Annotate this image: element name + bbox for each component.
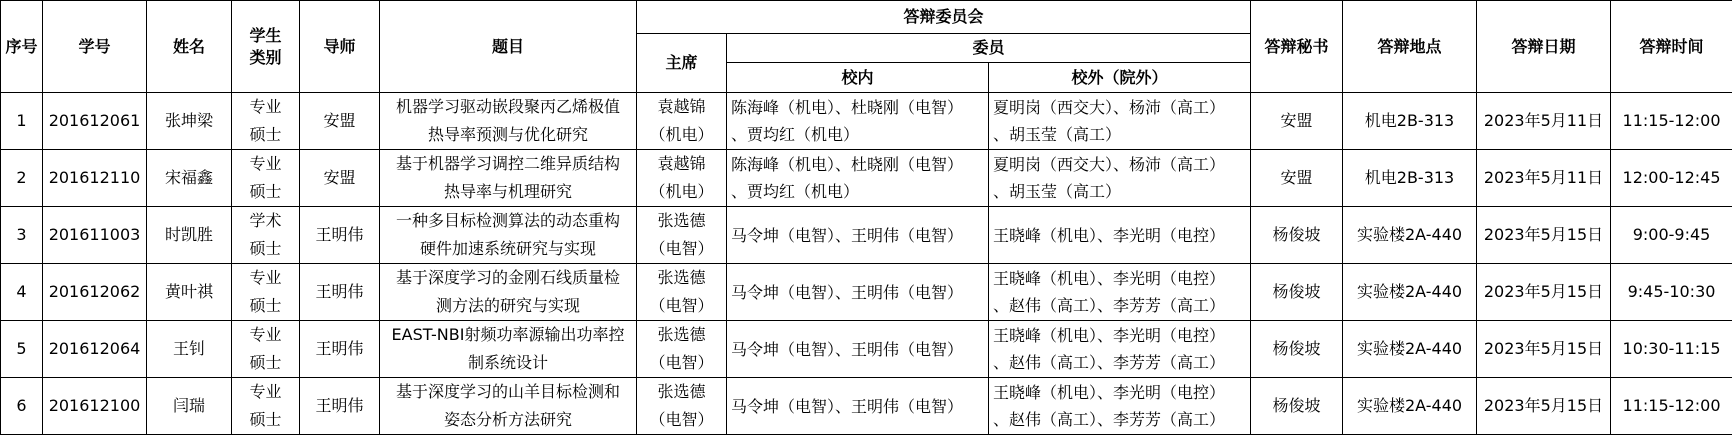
- row-title-line: 姿态分析方法研究: [386, 406, 630, 434]
- row-location: 机电2B-313: [1343, 150, 1477, 207]
- row-chair: [637, 93, 727, 150]
- row-title-line: 基于机器学习调控二维异质结构: [386, 150, 630, 178]
- row-external-line: 王晓峰（机电）、李光明（电控）: [993, 322, 1246, 349]
- header-internal: 校内: [727, 63, 989, 93]
- row-category-line: 硕士: [232, 121, 299, 149]
- row-title-line: 机器学习驱动嵌段聚丙乙烯极值: [386, 93, 630, 121]
- row-time: 11:15-12:00: [1611, 378, 1732, 435]
- row-secretary: 杨俊坡: [1251, 321, 1343, 378]
- row-location: 实验楼2A-440: [1343, 207, 1477, 264]
- row-category-line: 专业: [232, 321, 299, 349]
- row-chair: [637, 150, 727, 207]
- row-title: [380, 150, 637, 207]
- row-category: [232, 207, 300, 264]
- row-student-id: 201612062: [43, 264, 147, 321]
- header-time: 答辩时间: [1611, 1, 1732, 93]
- row-seq: 5: [1, 321, 43, 378]
- row-chair-line: 张选德: [637, 378, 726, 406]
- row-location: 实验楼2A-440: [1343, 264, 1477, 321]
- table-row: [1, 93, 1732, 150]
- row-external: [989, 321, 1251, 378]
- row-chair-line: 袁越锦: [637, 150, 726, 178]
- row-seq: 6: [1, 378, 43, 435]
- row-title-line: 制系统设计: [386, 349, 630, 377]
- row-title-line: 一种多目标检测算法的动态重构: [386, 207, 630, 235]
- row-title: [380, 93, 637, 150]
- row-internal-line: 陈海峰（机电）、杜晓刚（电智）: [731, 94, 984, 121]
- row-chair-line: （电智）: [637, 292, 726, 320]
- row-internal: [727, 264, 989, 321]
- row-chair: [637, 378, 727, 435]
- row-date: 2023年5月15日: [1477, 321, 1611, 378]
- row-category-line: 硕士: [232, 235, 299, 263]
- row-internal-line: 马令坤（电智）、王明伟（电智）: [731, 279, 984, 306]
- row-category-line: 专业: [232, 93, 299, 121]
- row-chair-line: （机电）: [637, 178, 726, 206]
- row-chair-line: （电智）: [637, 349, 726, 377]
- row-name: 宋福鑫: [147, 150, 232, 207]
- row-advisor: 王明伟: [300, 321, 380, 378]
- row-title: [380, 207, 637, 264]
- row-internal-line: 马令坤（电智）、王明伟（电智）: [731, 393, 984, 420]
- row-location: 实验楼2A-440: [1343, 378, 1477, 435]
- row-secretary: 安盟: [1251, 93, 1343, 150]
- row-chair-line: 张选德: [637, 264, 726, 292]
- table-row: [1, 150, 1732, 207]
- row-category: [232, 93, 300, 150]
- table-row: [1, 378, 1732, 435]
- row-seq: 3: [1, 207, 43, 264]
- row-external-line: 夏明岗（西交大）、杨沛（高工）: [993, 94, 1246, 121]
- row-external-line: 王晓峰（机电）、李光明（电控）: [993, 222, 1246, 249]
- row-student-id: 201612110: [43, 150, 147, 207]
- row-student-id: 201612061: [43, 93, 147, 150]
- header-seq: 序号: [1, 1, 43, 93]
- row-date: 2023年5月15日: [1477, 264, 1611, 321]
- row-external: [989, 150, 1251, 207]
- table-row: [1, 264, 1732, 321]
- row-student-id: 201611003: [43, 207, 147, 264]
- row-secretary: 杨俊坡: [1251, 378, 1343, 435]
- row-title-line: 热导率与机理研究: [386, 178, 630, 206]
- row-title-line: 基于深度学习的山羊目标检测和: [386, 378, 630, 406]
- row-location: 实验楼2A-440: [1343, 321, 1477, 378]
- header-advisor: 导师: [300, 1, 380, 93]
- header-category: 学生类别: [232, 1, 300, 93]
- row-external-line: 、赵伟（高工）、李芳芳（高工）: [993, 292, 1246, 319]
- header-date: 答辩日期: [1477, 1, 1611, 93]
- row-category: [232, 378, 300, 435]
- header-location: 答辩地点: [1343, 1, 1477, 93]
- row-advisor: 安盟: [300, 150, 380, 207]
- header-secretary: 答辩秘书: [1251, 1, 1343, 93]
- row-internal-line: 、贾均红（机电）: [731, 178, 984, 205]
- row-time: 9:45-10:30: [1611, 264, 1732, 321]
- row-internal-line: 、贾均红（机电）: [731, 121, 984, 148]
- row-category-line: 硕士: [232, 406, 299, 434]
- row-chair: [637, 264, 727, 321]
- header-committee: 答辩委员会: [637, 1, 1251, 34]
- row-category-line: 专业: [232, 150, 299, 178]
- row-internal-line: 马令坤（电智）、王明伟（电智）: [731, 336, 984, 363]
- header-student-id: 学号: [43, 1, 147, 93]
- row-advisor: 王明伟: [300, 378, 380, 435]
- row-category-line: 硕士: [232, 178, 299, 206]
- row-title-line: 热导率预测与优化研究: [386, 121, 630, 149]
- row-internal: [727, 150, 989, 207]
- row-external: [989, 207, 1251, 264]
- table-row: [1, 321, 1732, 378]
- row-external: [989, 93, 1251, 150]
- row-time: 11:15-12:00: [1611, 93, 1732, 150]
- row-secretary: 安盟: [1251, 150, 1343, 207]
- row-internal: [727, 93, 989, 150]
- row-chair-line: （机电）: [637, 121, 726, 149]
- row-external-line: 、赵伟（高工）、李芳芳（高工）: [993, 349, 1246, 376]
- row-chair-line: 张选德: [637, 207, 726, 235]
- row-title-line: 基于深度学习的金刚石线质量检: [386, 264, 630, 292]
- row-date: 2023年5月15日: [1477, 378, 1611, 435]
- row-chair: [637, 207, 727, 264]
- row-external-line: 、胡玉莹（高工）: [993, 121, 1246, 148]
- row-location: 机电2B-313: [1343, 93, 1477, 150]
- row-external-line: 、胡玉莹（高工）: [993, 178, 1246, 205]
- row-name: 闫瑞: [147, 378, 232, 435]
- row-external-line: 夏明岗（西交大）、杨沛（高工）: [993, 151, 1246, 178]
- row-title: [380, 321, 637, 378]
- row-chair: [637, 321, 727, 378]
- row-student-id: 201612100: [43, 378, 147, 435]
- row-external: [989, 378, 1251, 435]
- row-category-line: 专业: [232, 378, 299, 406]
- row-time: 12:00-12:45: [1611, 150, 1732, 207]
- table-row: [1, 207, 1732, 264]
- row-chair-line: （电智）: [637, 235, 726, 263]
- row-name: 张坤梁: [147, 93, 232, 150]
- row-category: [232, 264, 300, 321]
- row-name: 黄叶祺: [147, 264, 232, 321]
- header-members: 委员: [727, 34, 1251, 63]
- row-title-line: 测方法的研究与实现: [386, 292, 630, 320]
- row-advisor: 安盟: [300, 93, 380, 150]
- row-title: [380, 264, 637, 321]
- row-student-id: 201612064: [43, 321, 147, 378]
- row-external-line: 王晓峰（机电）、李光明（电控）: [993, 379, 1246, 406]
- row-external-line: 王晓峰（机电）、李光明（电控）: [993, 265, 1246, 292]
- row-name: 时凯胜: [147, 207, 232, 264]
- row-name: 王钊: [147, 321, 232, 378]
- row-chair-line: （电智）: [637, 406, 726, 434]
- row-category-line: 硕士: [232, 292, 299, 320]
- row-internal: [727, 378, 989, 435]
- header-title: 题目: [380, 1, 637, 93]
- row-internal: [727, 321, 989, 378]
- row-category-line: 学术: [232, 207, 299, 235]
- row-secretary: 杨俊坡: [1251, 207, 1343, 264]
- row-date: 2023年5月11日: [1477, 93, 1611, 150]
- row-time: 9:00-9:45: [1611, 207, 1732, 264]
- header-external: 校外（院外）: [989, 63, 1251, 93]
- row-date: 2023年5月11日: [1477, 150, 1611, 207]
- row-category-line: 硕士: [232, 349, 299, 377]
- row-title: [380, 378, 637, 435]
- header-name: 姓名: [147, 1, 232, 93]
- row-title-line: EAST-NBI射频功率源输出功率控: [386, 321, 630, 349]
- row-seq: 4: [1, 264, 43, 321]
- row-date: 2023年5月15日: [1477, 207, 1611, 264]
- header-chair: 主席: [637, 34, 727, 93]
- row-internal-line: 马令坤（电智）、王明伟（电智）: [731, 222, 984, 249]
- row-internal: [727, 207, 989, 264]
- row-external-line: 、赵伟（高工）、李芳芳（高工）: [993, 406, 1246, 433]
- row-category: [232, 150, 300, 207]
- row-category-line: 专业: [232, 264, 299, 292]
- row-category: [232, 321, 300, 378]
- row-seq: 2: [1, 150, 43, 207]
- row-chair-line: 袁越锦: [637, 93, 726, 121]
- row-secretary: 杨俊坡: [1251, 264, 1343, 321]
- row-advisor: 王明伟: [300, 264, 380, 321]
- row-seq: 1: [1, 93, 43, 150]
- row-internal-line: 陈海峰（机电）、杜晓刚（电智）: [731, 151, 984, 178]
- row-advisor: 王明伟: [300, 207, 380, 264]
- row-time: 10:30-11:15: [1611, 321, 1732, 378]
- row-title-line: 硬件加速系统研究与实现: [386, 235, 630, 263]
- row-chair-line: 张选德: [637, 321, 726, 349]
- row-external: [989, 264, 1251, 321]
